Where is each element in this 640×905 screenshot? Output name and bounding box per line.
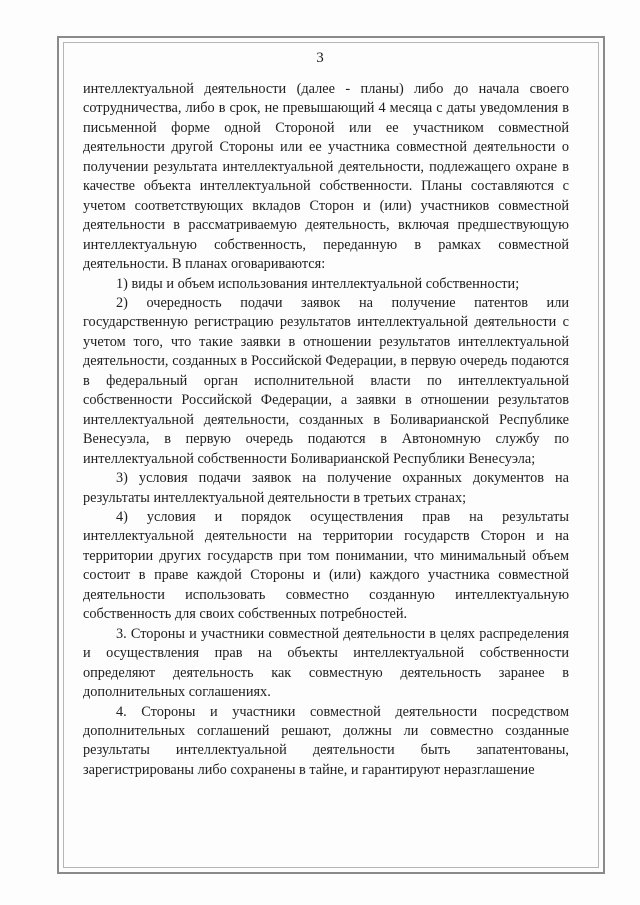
clause-4: 4. Стороны и участники совместной деятельности посредством дополнительных соглашений решают, должны ли совместно созданные результаты интеллектуальной деятельности быть запатентованы, зарегистрированы либо сохранены в тайне, и гарантируют неразглашение xyxy=(83,703,569,778)
paragraph-continuation: интеллектуальной деятельности (далее - планы) либо до начала своего сотрудничества, либо в срок, не превышающий 4 месяца с даты уведомления в письменной форме одной Стороной или ее участником совместной деятельности другой Стороны или ее участника совместной деятельности о получении результата интеллектуальной деятельности, подлежащего охране в качестве объекта интеллектуальной собственности. Планы составляются с учетом соответствующих вкладов Сторон и (или) участников совместной деятельности в рассматриваемую деятельность, включая предшествующую интеллектуальную собственность, переданную в рамках совместной деятельности. В планах оговариваются: xyxy=(83,81,569,273)
list-item-4: 4) условия и порядок осуществления прав на результаты интеллектуальной деятельности на территории государств Сторон и на территории других государств при том понимании, что минимальный объем состоит в праве каждой Стороны и (или) каждого участника совместной деятельности использовать совместно созданную интеллектуальную собственность для своих собственных потребностей. xyxy=(83,508,569,623)
document-body xyxy=(83,80,569,780)
list-item-3: 3) условия подачи заявок на получение охранных документов на результаты интеллектуальной деятельности в третьих странах; xyxy=(83,470,569,506)
list-item-1: 1) виды и объем использования интеллектуальной собственности; xyxy=(116,275,520,292)
page-number: 3 xyxy=(316,50,324,66)
clause-3: 3. Стороны и участники совместной деятельности в целях распределения и осуществления прав на объекты интеллектуальной собственности определяют деятельность как совместную деятельность заранее в дополнительных соглашениях. xyxy=(83,625,569,701)
list-item-2: 2) очередность подачи заявок на получение патентов или государственную регистрацию результатов интеллектуальной деятельности с учетом того, что такие заявки в отношении результатов интеллектуальной деятельности, созданных в Российской Федерации, в первую очередь подаются в федеральный орган исполнительной власти по интеллектуальной собственности Российской Федерации, а заявки в отношении результатов интеллектуальной деятельности, созданных в Боливарианской Республике Венесуэла, в первую очередь подаются в Автономную службу по интеллектуальной собственности Боливарианской Республики Венесуэла; xyxy=(83,294,569,467)
